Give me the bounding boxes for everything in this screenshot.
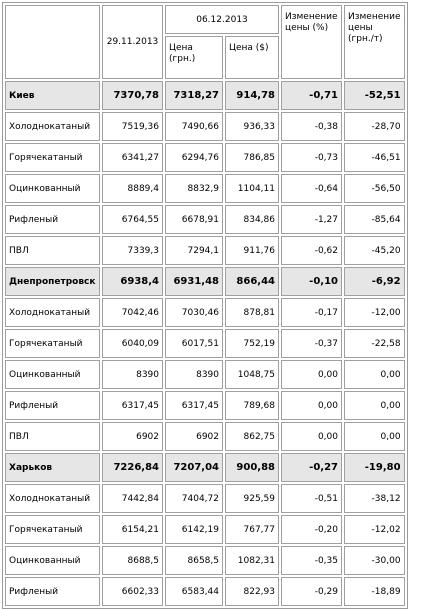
header-date-curr: 06.12.2013 xyxy=(165,5,279,34)
price-usd-cell: 900,88 xyxy=(225,453,279,482)
change-pct-cell: -0,62 xyxy=(281,236,342,265)
header-price-uah: Цена (грн.) xyxy=(165,36,223,79)
price-prev-cell: 6938,4 xyxy=(102,267,163,296)
name-cell: Рифленый xyxy=(5,577,100,606)
header-row-1 xyxy=(5,5,405,34)
product-row xyxy=(5,236,405,265)
name-cell: Холоднокатаный xyxy=(5,112,100,141)
price-table xyxy=(2,2,408,609)
name-cell: Холоднокатаный xyxy=(5,484,100,513)
price-uah-cell: 7207,04 xyxy=(165,453,223,482)
city-row xyxy=(5,267,405,296)
name-cell: Оцинкованный xyxy=(5,174,100,203)
price-uah-cell: 6317,45 xyxy=(165,391,223,420)
name-cell: Оцинкованный xyxy=(5,360,100,389)
price-uah-cell: 7490,66 xyxy=(165,112,223,141)
product-row xyxy=(5,422,405,451)
price-uah-cell: 8390 xyxy=(165,360,223,389)
change-uah-cell: -56,50 xyxy=(344,174,405,203)
price-prev-cell: 7339,3 xyxy=(102,236,163,265)
name-cell: ПВЛ xyxy=(5,236,100,265)
change-pct-cell: -0,71 xyxy=(281,81,342,110)
product-row xyxy=(5,577,405,606)
price-prev-cell: 6902 xyxy=(102,422,163,451)
price-uah-cell: 6142,19 xyxy=(165,515,223,544)
price-uah-cell: 6902 xyxy=(165,422,223,451)
price-uah-cell: 7030,46 xyxy=(165,298,223,327)
name-cell: Днепропетровск xyxy=(5,267,100,296)
price-prev-cell: 7226,84 xyxy=(102,453,163,482)
change-uah-cell: -46,51 xyxy=(344,143,405,172)
change-pct-cell: -0,38 xyxy=(281,112,342,141)
product-row xyxy=(5,329,405,358)
price-prev-cell: 8889,4 xyxy=(102,174,163,203)
price-uah-cell: 6017,51 xyxy=(165,329,223,358)
price-uah-cell: 7294,1 xyxy=(165,236,223,265)
price-usd-cell: 822,93 xyxy=(225,577,279,606)
change-uah-cell: 0,00 xyxy=(344,360,405,389)
price-usd-cell: 752,19 xyxy=(225,329,279,358)
city-row xyxy=(5,81,405,110)
price-prev-cell: 7519,36 xyxy=(102,112,163,141)
change-pct-cell: 0,00 xyxy=(281,360,342,389)
price-uah-cell: 8832,9 xyxy=(165,174,223,203)
change-pct-cell: -0,10 xyxy=(281,267,342,296)
price-usd-cell: 862,75 xyxy=(225,422,279,451)
price-uah-cell: 6678,91 xyxy=(165,205,223,234)
change-pct-cell: -0,35 xyxy=(281,546,342,575)
name-cell: Горячекатаный xyxy=(5,329,100,358)
price-prev-cell: 6602,33 xyxy=(102,577,163,606)
change-uah-cell: -30,00 xyxy=(344,546,405,575)
price-prev-cell: 7370,78 xyxy=(102,81,163,110)
change-pct-cell: -0,20 xyxy=(281,515,342,544)
price-usd-cell: 789,68 xyxy=(225,391,279,420)
change-uah-cell: 0,00 xyxy=(344,422,405,451)
price-usd-cell: 1082,31 xyxy=(225,546,279,575)
product-row xyxy=(5,515,405,544)
price-prev-cell: 6040,09 xyxy=(102,329,163,358)
change-pct-cell: 0,00 xyxy=(281,391,342,420)
price-prev-cell: 6317,45 xyxy=(102,391,163,420)
change-uah-cell: -12,02 xyxy=(344,515,405,544)
price-usd-cell: 936,33 xyxy=(225,112,279,141)
price-uah-cell: 6294,76 xyxy=(165,143,223,172)
price-prev-cell: 6154,21 xyxy=(102,515,163,544)
price-prev-cell: 6341,27 xyxy=(102,143,163,172)
change-pct-cell: -1,27 xyxy=(281,205,342,234)
price-prev-cell: 7442,84 xyxy=(102,484,163,513)
name-cell: Рифленый xyxy=(5,391,100,420)
change-uah-cell: -19,80 xyxy=(344,453,405,482)
change-pct-cell: -0,17 xyxy=(281,298,342,327)
price-usd-cell: 914,78 xyxy=(225,81,279,110)
change-pct-cell: -0,27 xyxy=(281,453,342,482)
change-uah-cell: -28,70 xyxy=(344,112,405,141)
price-uah-cell: 6931,48 xyxy=(165,267,223,296)
price-usd-cell: 767,77 xyxy=(225,515,279,544)
product-row xyxy=(5,298,405,327)
price-prev-cell: 8390 xyxy=(102,360,163,389)
change-uah-cell: -85,64 xyxy=(344,205,405,234)
price-usd-cell: 786,85 xyxy=(225,143,279,172)
product-row xyxy=(5,143,405,172)
name-cell: Горячекатаный xyxy=(5,143,100,172)
name-cell: Рифленый xyxy=(5,205,100,234)
change-pct-cell: -0,51 xyxy=(281,484,342,513)
price-usd-cell: 866,44 xyxy=(225,267,279,296)
price-uah-cell: 8658,5 xyxy=(165,546,223,575)
header-price-usd: Цена ($) xyxy=(225,36,279,79)
price-prev-cell: 8688,5 xyxy=(102,546,163,575)
product-row xyxy=(5,205,405,234)
change-pct-cell: 0,00 xyxy=(281,422,342,451)
name-cell: Холоднокатаный xyxy=(5,298,100,327)
header-change-uah: Изменение цены (грн./т) xyxy=(344,5,405,79)
change-uah-cell: 0,00 xyxy=(344,391,405,420)
product-row xyxy=(5,391,405,420)
change-uah-cell: -6,92 xyxy=(344,267,405,296)
name-cell: Горячекатаный xyxy=(5,515,100,544)
price-uah-cell: 7404,72 xyxy=(165,484,223,513)
name-cell: Харьков xyxy=(5,453,100,482)
product-row xyxy=(5,546,405,575)
header-date-prev: 29.11.2013 xyxy=(102,5,163,79)
change-uah-cell: -22,58 xyxy=(344,329,405,358)
product-row xyxy=(5,484,405,513)
price-usd-cell: 1048,75 xyxy=(225,360,279,389)
price-table-body xyxy=(5,5,405,606)
header-change-pct: Изменение цены (%) xyxy=(281,5,342,79)
price-uah-cell: 7318,27 xyxy=(165,81,223,110)
product-row xyxy=(5,112,405,141)
city-row xyxy=(5,453,405,482)
price-usd-cell: 878,81 xyxy=(225,298,279,327)
price-usd-cell: 925,59 xyxy=(225,484,279,513)
change-pct-cell: -0,29 xyxy=(281,577,342,606)
change-uah-cell: -18,89 xyxy=(344,577,405,606)
change-pct-cell: -0,73 xyxy=(281,143,342,172)
price-usd-cell: 1104,11 xyxy=(225,174,279,203)
change-uah-cell: -52,51 xyxy=(344,81,405,110)
price-usd-cell: 834,86 xyxy=(225,205,279,234)
change-uah-cell: -12,00 xyxy=(344,298,405,327)
product-row xyxy=(5,174,405,203)
change-uah-cell: -38,12 xyxy=(344,484,405,513)
name-cell: Оцинкованный xyxy=(5,546,100,575)
change-pct-cell: -0,64 xyxy=(281,174,342,203)
change-uah-cell: -45,20 xyxy=(344,236,405,265)
price-prev-cell: 6764,55 xyxy=(102,205,163,234)
name-cell: ПВЛ xyxy=(5,422,100,451)
price-prev-cell: 7042,46 xyxy=(102,298,163,327)
change-pct-cell: -0,37 xyxy=(281,329,342,358)
product-row xyxy=(5,360,405,389)
header-empty-cell xyxy=(5,5,100,79)
price-usd-cell: 911,76 xyxy=(225,236,279,265)
name-cell: Киев xyxy=(5,81,100,110)
price-uah-cell: 6583,44 xyxy=(165,577,223,606)
